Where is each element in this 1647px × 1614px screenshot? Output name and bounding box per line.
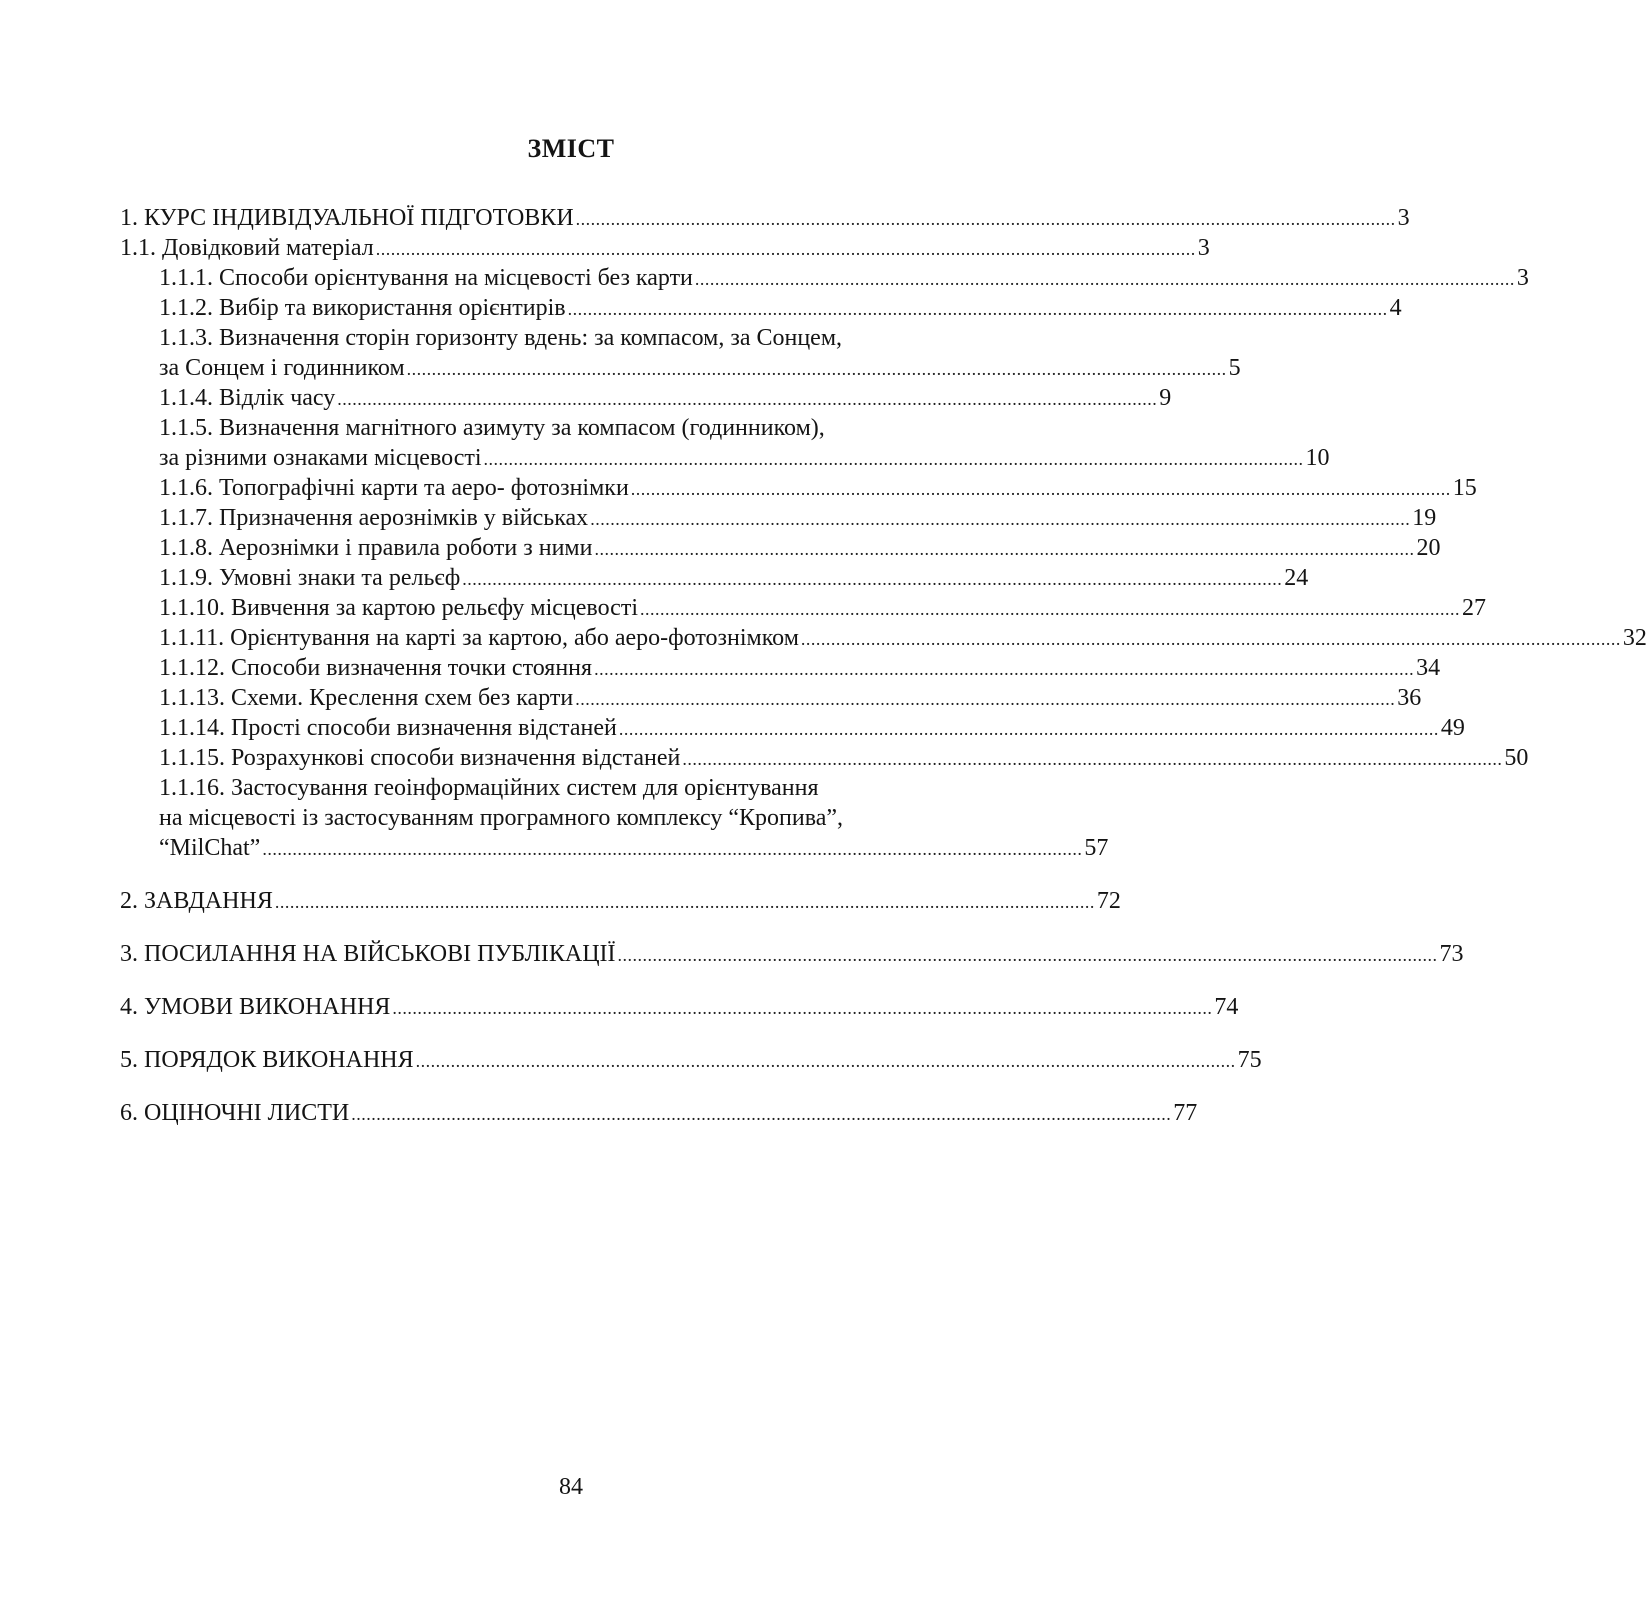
toc-entry-label-continued: за різними ознаками місцевості — [159, 445, 482, 471]
page-title: ЗМІСТ — [527, 134, 615, 163]
dot-leader: .................................................................................................................................................................... — [800, 629, 1621, 649]
toc-entry-label-continued: “MilChat” — [159, 835, 261, 861]
toc-entry-1-1-8[interactable] — [0, 533, 1441, 563]
toc-entry-1-1-3[interactable] — [0, 323, 1241, 383]
dot-leader: .................................................................................................................................................................... — [575, 209, 1396, 229]
dot-leader: .................................................................................................................................................................... — [567, 299, 1388, 319]
toc-entry-label: 1.1.16. Застосування геоінформаційних систем для орієнтування — [159, 775, 819, 801]
dot-leader: .................................................................................................................................................................... — [617, 945, 1438, 965]
toc-entry-label: 1.1.4. Відлік часу — [159, 385, 336, 411]
toc-entry-1-1-2[interactable] — [0, 293, 1402, 323]
toc-entry-2[interactable] — [0, 886, 1121, 916]
dot-leader: .................................................................................................................................................................... — [682, 749, 1503, 769]
dot-leader: .................................................................................................................................................................... — [590, 509, 1411, 529]
dot-leader: .................................................................................................................................................................... — [274, 892, 1095, 912]
toc-entry-label: 1.1.3. Визначення сторін горизонту вдень: за компасом, за Сонцем, — [159, 325, 843, 351]
toc-entry-1-1-4[interactable] — [0, 383, 1172, 413]
toc-entry-page: 3 — [1516, 265, 1529, 291]
toc-entry-1-1-9[interactable] — [0, 563, 1309, 593]
toc-entry-label-continued: за Сонцем і годинником — [159, 355, 405, 381]
table-of-contents — [0, 203, 1647, 1128]
toc-entry-label: 1.1.11. Орієнтування на карті за картою, або аеро-фотознімком — [159, 625, 799, 651]
toc-entry-page: 19 — [1412, 505, 1437, 531]
dot-leader: .................................................................................................................................................................... — [640, 599, 1460, 619]
toc-entry-6[interactable] — [0, 1098, 1198, 1128]
dot-leader: .................................................................................................................................................................... — [351, 1104, 1172, 1124]
toc-entry-label: 1.1.2. Вибір та використання орієнтирів — [159, 295, 566, 321]
toc-entry-label: 1.1.5. Визначення магнітного азимуту за компасом (годинником), — [159, 415, 825, 441]
toc-entry-page: 32 — [1622, 625, 1647, 651]
dot-leader: .................................................................................................................................................................... — [618, 719, 1439, 739]
toc-entry-1-1-7[interactable] — [0, 503, 1437, 533]
toc-entry-3[interactable] — [0, 939, 1464, 969]
toc-entry-label: 2. ЗАВДАННЯ — [120, 888, 273, 914]
toc-entry-1-1-10[interactable] — [0, 593, 1486, 623]
toc-entry-1-1-14[interactable] — [0, 713, 1465, 743]
dot-leader: .................................................................................................................................................................... — [694, 269, 1515, 289]
toc-entry-label: 1.1.7. Призначення аерознімків у військах — [159, 505, 589, 531]
page-number: 84 — [559, 1474, 583, 1500]
toc-entry-page: 5 — [1228, 355, 1241, 381]
toc-entry-page: 3 — [1397, 205, 1410, 231]
toc-entry-label-continued: на місцевості із застосуванням програмного комплексу “Кропива”, — [159, 805, 844, 831]
toc-entry-page: 77 — [1173, 1100, 1198, 1126]
toc-entry-1-1-5[interactable] — [0, 413, 1330, 473]
dot-leader: .................................................................................................................................................................... — [483, 449, 1304, 469]
toc-entry-1-1-12[interactable] — [0, 653, 1441, 683]
toc-entry-label: 1.1.1. Способи орієнтування на місцевості без карти — [159, 265, 693, 291]
dot-leader: .................................................................................................................................................................... — [375, 239, 1196, 259]
toc-entry-1-1-6[interactable] — [0, 473, 1477, 503]
toc-entry-label: 1.1.6. Топографічні карти та аеро- фотознімки — [159, 475, 629, 501]
toc-entry-page: 50 — [1504, 745, 1529, 771]
toc-entry-page: 75 — [1237, 1047, 1262, 1073]
toc-entry-page: 57 — [1084, 835, 1109, 861]
toc-entry-label: 1.1.10. Вивчення за картою рельєфу місцевості — [159, 595, 638, 621]
dot-leader: .................................................................................................................................................................... — [575, 689, 1396, 709]
dot-leader: .................................................................................................................................................................... — [406, 359, 1227, 379]
toc-entry-label: 1.1.8. Аерознімки і правила роботи з ними — [159, 535, 593, 561]
dot-leader: .................................................................................................................................................................... — [337, 389, 1158, 409]
toc-entry-1-1-1[interactable] — [0, 263, 1529, 293]
toc-entry-page: 72 — [1096, 888, 1121, 914]
toc-entry-label: 3. ПОСИЛАННЯ НА ВІЙСЬКОВІ ПУБЛІКАЦІЇ — [120, 941, 616, 967]
toc-entry-4[interactable] — [0, 992, 1239, 1022]
toc-entry-page: 24 — [1284, 565, 1309, 591]
dot-leader: .................................................................................................................................................................... — [594, 539, 1415, 559]
dot-leader: .................................................................................................................................................................... — [630, 479, 1451, 499]
toc-entry-1-1-16[interactable] — [0, 773, 1109, 863]
toc-entry-page: 20 — [1416, 535, 1441, 561]
dot-leader: .................................................................................................................................................................... — [415, 1051, 1236, 1071]
toc-entry-label: 6. ОЦІНОЧНІ ЛИСТИ — [120, 1100, 350, 1126]
toc-entry-5[interactable] — [0, 1045, 1262, 1075]
toc-entry-page: 9 — [1159, 385, 1172, 411]
toc-entry-1-1[interactable] — [0, 233, 1210, 263]
toc-entry-label: 1.1.13. Схеми. Креслення схем без карти — [159, 685, 574, 711]
toc-entry-1-1-11[interactable] — [0, 623, 1647, 653]
dot-leader: .................................................................................................................................................................... — [594, 659, 1415, 679]
toc-entry-page: 34 — [1416, 655, 1441, 681]
toc-entry-label: 4. УМОВИ ВИКОНАННЯ — [120, 994, 391, 1020]
toc-entry-page: 27 — [1462, 595, 1486, 621]
dot-leader: .................................................................................................................................................................... — [262, 839, 1083, 859]
toc-entry-page: 3 — [1197, 235, 1210, 261]
toc-entry-1-1-13[interactable] — [0, 683, 1422, 713]
toc-entry-label: 1. КУРС ІНДИВІДУАЛЬНОЇ ПІДГОТОВКИ — [120, 205, 574, 231]
toc-entry-page: 49 — [1440, 715, 1465, 741]
toc-entry-label: 1.1. Довідковий матеріал — [120, 235, 374, 261]
toc-entry-page: 4 — [1389, 295, 1402, 321]
toc-entry-label: 1.1.9. Умовні знаки та рельєф — [159, 565, 461, 591]
dot-leader: .................................................................................................................................................................... — [392, 998, 1213, 1018]
toc-entry-label: 5. ПОРЯДОК ВИКОНАННЯ — [120, 1047, 414, 1073]
toc-entry-page: 36 — [1397, 685, 1422, 711]
toc-entry-page: 15 — [1452, 475, 1477, 501]
toc-entry-1-1-15[interactable] — [0, 743, 1529, 773]
toc-entry-page: 74 — [1214, 994, 1239, 1020]
toc-entry-page: 10 — [1305, 445, 1330, 471]
dot-leader: .................................................................................................................................................................... — [462, 569, 1283, 589]
toc-entry-label: 1.1.15. Розрахункові способи визначення відстаней — [159, 745, 681, 771]
toc-entry-1[interactable] — [0, 203, 1410, 233]
toc-entry-label: 1.1.14. Прості способи визначення відстаней — [159, 715, 617, 741]
toc-entry-page: 73 — [1439, 941, 1464, 967]
toc-entry-label: 1.1.12. Способи визначення точки стояння — [159, 655, 593, 681]
